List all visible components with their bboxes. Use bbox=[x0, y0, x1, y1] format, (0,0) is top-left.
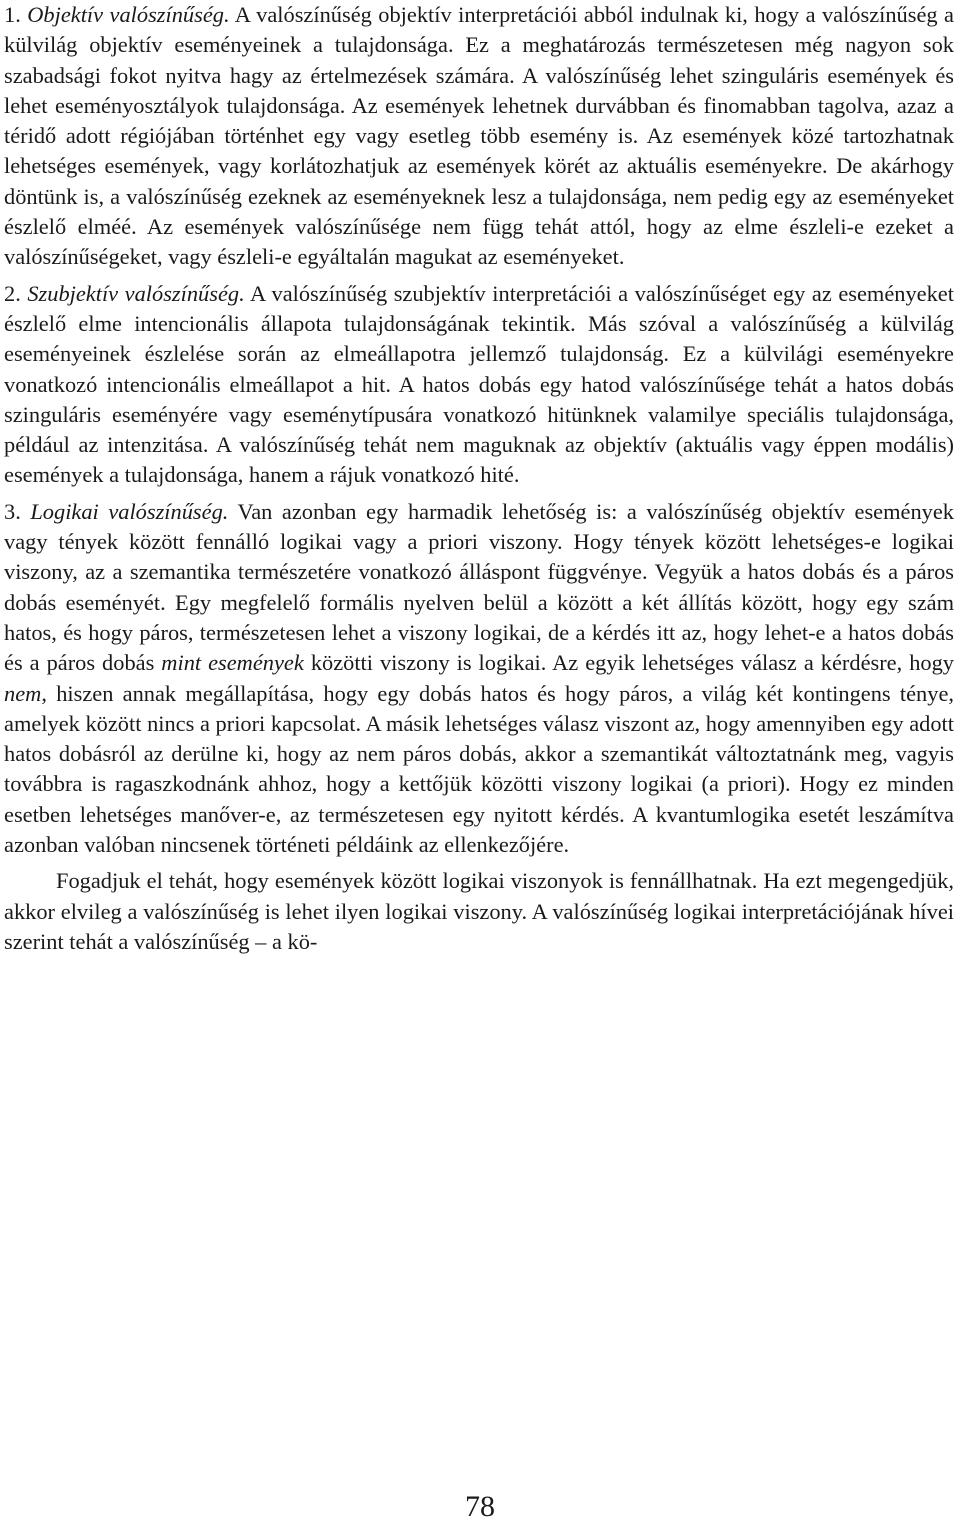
emphasis-no: nem bbox=[4, 680, 42, 706]
section-number: 3. bbox=[4, 498, 21, 524]
page-body bbox=[4, 0, 954, 957]
section-objective-probability bbox=[4, 0, 954, 273]
section-text: A valószínűség szubjektív interpretációi a valószínűséget egy az eseményeket észlelő elme intencionális állapota tulajdonságának tekintik. Más szóval a valószínűség a külvilág eseményeinek észlelése során az elmeállapotra jellemző tulajdonság. Ez a külvilági eseményekre vonatkozó intencionális elmeállapot a hit. A hatos dobás egy hatod valószínűsége tehát a hatos dobás szinguláris eseményére vagy eseménytípusára vonatkozó hitünknek valamilye speciális tulajdonsága, például az intenzitása. A valószínűség tehát nem maguknak az objektív (aktuális vagy éppen modális) események a tulajdonsága, hanem a rájuk vonatkozó hité. bbox=[4, 280, 954, 488]
section-text: A valószínűség objektív interpretációi abból indulnak ki, hogy a valószínűség a külvilág objektív eseményeinek a tulajdonsága. Ez a meghatározás természetesen még nagyon sok szabadsági fokot nyitva hagy az értelmezések számára. A valószínűség lehet szinguláris események és lehet eseményosztályok tulajdonsága. Az események lehetnek durvábban és finomabban tagolva, azaz a téridő adott régiójában történhet egy vagy esetleg több esemény is. Az események közé tartozhatnak lehetséges események, vagy korlátozhatjuk az események körét az aktuális eseményekre. De akárhogy döntünk is, a valószínűség ezeknek az eseményeknek lesz a tulajdonsága, nem pedig egy az eseményeket észlelő elméé. Az események valószínűsége nem függ tehát attól, hogy az elme észleli-e ezeket a valószínűségeket, vagy észleli-e egyáltalán magukat az eseményeket. bbox=[4, 2, 954, 270]
closing-paragraph: Fogadjuk el tehát, hogy események között logikai viszonyok is fennállhatnak. Ha ezt megengedjük, akkor elvileg a valószínűség is lehet ilyen logikai viszony. A valószínűség logikai interpretációjának hívei szerint tehát a valószínűség – a kö- bbox=[4, 868, 954, 954]
section-logical-probability bbox=[4, 497, 954, 861]
section-number: 1. bbox=[4, 2, 21, 27]
emphasis-as-events: mint események bbox=[161, 650, 304, 676]
section-title: Objektív valószínűség. bbox=[27, 2, 230, 27]
section-subjective-probability bbox=[4, 279, 954, 491]
section-number: 2. bbox=[4, 280, 21, 306]
section-text: , hiszen annak megállapítása, hogy egy dobás hatos és hogy páros, a világ két kontingens ténye, amelyek között nincs a priori kapcsolat. A másik lehetséges válasz viszont az, hogy amennyiben egy adott hatos dobásról az derülne ki, hogy az nem páros dobás, akkor a szemantikát változtatnánk meg, vagyis továbbra is ragaszkodnánk ahhoz, hogy a kettőjük közötti viszony logikai (a priori). Hogy ez minden esetben lehetséges manőver-e, az természetesen egy nyitott kérdés. A kvantumlogika esetét leszámítva azonban valóban nincsenek történeti példáink az ellenkezőjére. bbox=[4, 680, 954, 858]
section-title: Szubjektív valószínűség. bbox=[27, 280, 245, 306]
section-text: közötti viszony is logikai. Az egyik lehetséges válasz a kérdésre, hogy bbox=[310, 650, 954, 676]
section-text: Van azonban egy harmadik lehetőség is: a valószínűség objektív események vagy tények között fennálló logikai vagy a priori viszony. Hogy tények között lehetséges-e logikai viszony, az a szemantika természetére vonatkozó álláspont függvénye. Vegyük a hatos dobás és a páros dobás eseményét. Egy megfelelő formális nyelven belül a között a két állítás között, hogy egy szám hatos, és hogy páros, természetesen lehet a viszony logikai, de a kérdés itt az, hogy lehet-e a hatos dobás és a páros dobás bbox=[4, 498, 954, 676]
section-title: Logikai valószínűség. bbox=[30, 498, 229, 524]
page-number: 78 bbox=[465, 1490, 495, 1523]
